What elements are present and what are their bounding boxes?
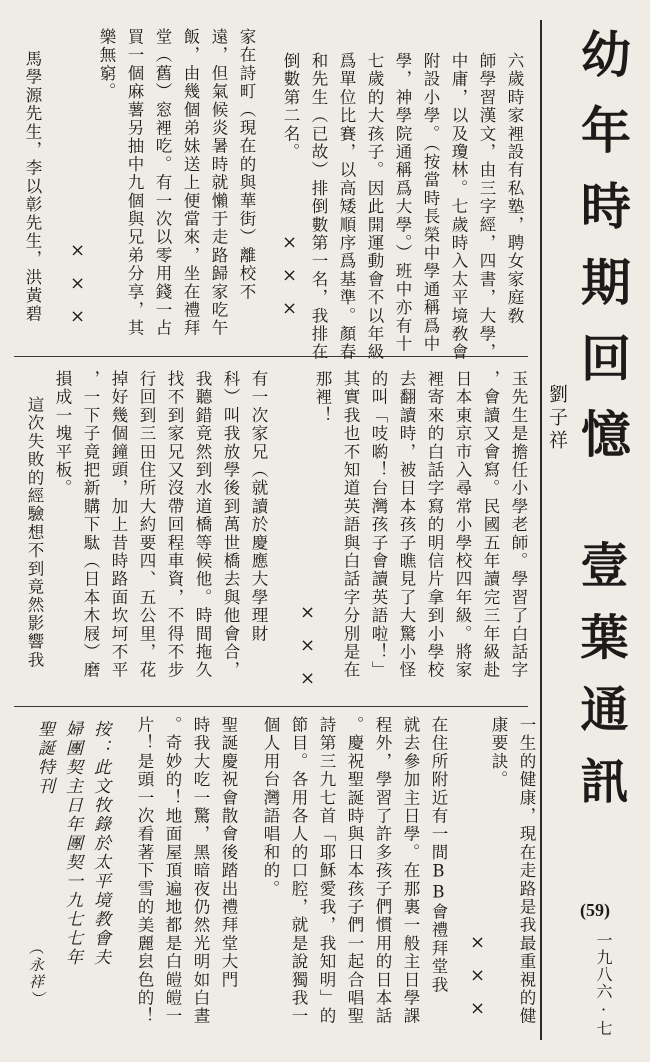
separator-crosses-top-1 — [258, 100, 321, 331]
cross-mark: × — [67, 306, 88, 339]
cross-mark: × — [279, 265, 300, 298]
row-divider-2 — [14, 706, 528, 707]
handwritten-signature: （永祥） — [27, 940, 45, 1008]
author-name: 劉子祥 — [546, 384, 568, 453]
body-col-mid-3: 這次失敗的經驗想不到竟然影響我 — [25, 396, 44, 669]
handwritten-note: 按：此文牧錄於太平境教會夫 婦團契主日年團契一九七七年 聖誕特刊 — [34, 720, 110, 967]
separator-crosses-bottom-1 — [446, 800, 509, 1031]
body-col-bottom-2: 在住所附近有一間BB會禮拜堂我 就去參加主日學。在那裏一般主日學課 程外，學習了許多孩子們慣用的日本話 。慶祝聖誕時與日本孩子們一起合唱聖 詩第三九七首「耶穌愛我，我知明」的 節目。各用各人的口腔，就是說獨我一 個人用台灣語唱和的。 — [261, 716, 448, 1026]
body-col-mid-1: 玉先生是擔任小學老師。學習了白話字 ，會讀又會寫。民國五年讀完三年級赴 日本東京市入尋常小學校四年級。將家 裡寄來的白話字寫的明信片拿到小學校 去翻讀時，被日本孩子瞧見了大驚小怪 的叫「吱喲！台灣孩子會讀英語啦！」 其實我也不知道英語與白話字分別是在 那裡！ — [313, 370, 528, 680]
body-col-mid-2: 有一次家兄（就讀於慶應大學理財 科）叫我放學後到萬世橋去與他會合， 我聽錯竟然到水道橋等候他。時間拖久 找不到家兄又沒帶回程車資，不得不步 行回到三田住所大約要四、五公里，花 掉好幾個鐘頭，加上昔時路面坎坷不平 ，一下子竟把新購下駄（日本木屐）磨 損成一塊平板。 — [53, 370, 268, 680]
issue-date: 一九八六·七 — [594, 932, 613, 1037]
body-col-top-1: 六歲時家裡設有私塾，聘女家庭敎 師學習漢文，由三字經，四書，大學， 中庸，以及瓊林。七歲時入太平境敎會 附設小學。（按當時長榮中學通稱爲中 學，神學院通稱爲大學。）班中亦有十 七歲的大孩子。因此開運動會不以年級 爲單位比賽，以高矮順序爲基準。顏春 和先生（已故）排倒數第一名，我排在 倒數第二名。 — [281, 52, 524, 362]
body-col-bottom-3: 聖誕慶祝會散會後踏出禮拜堂大門 時我大吃一驚，黑暗夜仍然光明如白晝 。奇妙的！地面屋頂遍地都是白皚皚一 片！是頭一次看著下雪的美麗㿝色的！ — [135, 716, 238, 1026]
separator-crosses-mid-1 — [276, 470, 339, 701]
body-col-top-3: 馬學源先生，李以彰先生，洪黃碧 — [23, 50, 42, 323]
cross-mark: × — [467, 998, 488, 1031]
cross-mark: × — [67, 273, 88, 306]
body-col-bottom-1: 一生的健康，現在走路是我最重視的健 康要訣。 — [489, 716, 536, 1026]
cross-mark: × — [297, 602, 318, 635]
cross-mark: × — [467, 965, 488, 998]
cross-mark: × — [279, 298, 300, 331]
separator-crosses-top-2 — [46, 108, 109, 339]
body-col-top-2: 家在詩町（現在的與華街）離校不 遠，但氣候炎暑時就懶于走路歸家吃午 飯，由幾個弟妹送上便當來，坐在禮拜 堂（舊）窓裡吃。有一次以零用錢一占 買一個麻薯另抽中九個與兄弟分享，其 樂無窮。 — [97, 28, 256, 338]
cross-mark: × — [297, 668, 318, 701]
issue-number: (59) — [580, 900, 610, 920]
cross-mark: × — [297, 635, 318, 668]
cross-mark: × — [279, 232, 300, 265]
article-title: 幼年時期回憶 — [573, 28, 632, 484]
cross-mark: × — [67, 240, 88, 273]
publication-name: 壹葉通訊 — [572, 540, 628, 828]
cross-mark: × — [467, 932, 488, 965]
title-divider — [540, 20, 542, 1040]
